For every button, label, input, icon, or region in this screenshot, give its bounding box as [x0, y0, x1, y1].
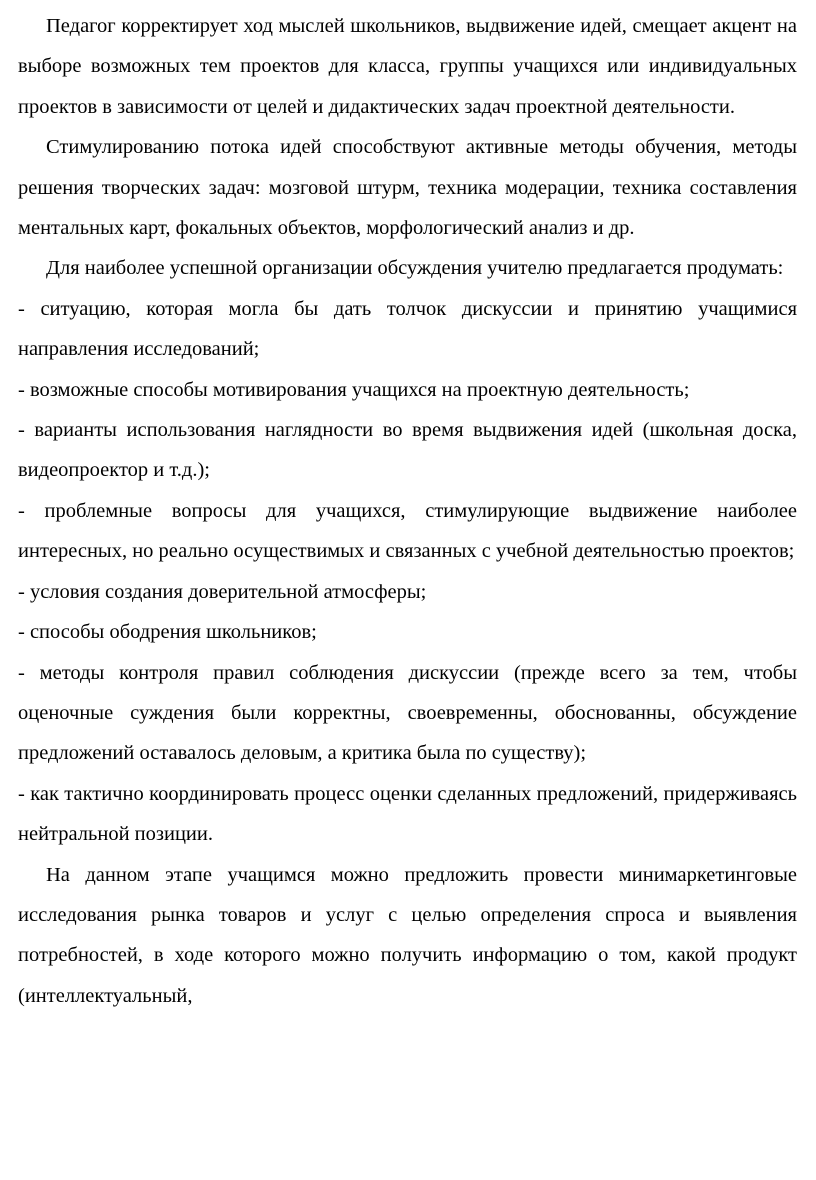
list-item-6: - способы ободрения школьников;: [18, 621, 317, 644]
paragraph-3: Для наиболее успешной организации обсуждения учителю предлагается продумать:: [46, 257, 784, 280]
paragraph-1: Педагог корректирует ход мыслей школьников, выдвижение идей, смещает акцент на выборе возможных тем проектов для класса, группы учащихся или индивидуальных проектов в зависимости от целей и дидактических задач проектной деятельности.: [18, 15, 797, 118]
list-item-1: - ситуацию, которая могла бы дать толчок дискуссии и принятию учащимися направления исследований;: [18, 297, 797, 361]
list-item-3: - варианты использования наглядности во время выдвижения идей (школьная доска, видеопроектор и т.д.);: [18, 419, 797, 482]
list-item-7: - методы контроля правил соблюдения дискуссии (прежде всего за тем, чтобы оценочные суждения были корректны, своевременны, обоснованны, обсуждение предложений оставалось деловым, а критика была по существу);: [18, 661, 797, 765]
list-item-8: - как тактично координировать процесс оценки сделанных предложений, придерживаясь нейтральной позиции.: [18, 782, 797, 846]
document-page: [18, 6, 797, 1016]
paragraph-2: Стимулированию потока идей способствуют активные методы обучения, методы решения творческих задач: мозговой штурм, техника модерации, техника составления ментальных карт, фокальных объектов, морфологический анализ и др.: [18, 136, 797, 240]
list-item-5: - условия создания доверительной атмосферы;: [18, 580, 427, 603]
closing-paragraph: На данном этапе учащимся можно предложить провести минимаркетинговые исследования рынка товаров и услуг с целью определения спроса и выявления потребностей, в ходе которого можно получить информацию о том, какой продукт (интеллектуальный,: [18, 863, 797, 1007]
list-item-4: - проблемные вопросы для учащихся, стимулирующие выдвижение наиболее интересных, но реально осуществимых и связанных с учебной деятельностью проектов;: [18, 499, 797, 563]
list-item-2: - возможные способы мотивирования учащихся на проектную деятельность;: [18, 378, 690, 401]
